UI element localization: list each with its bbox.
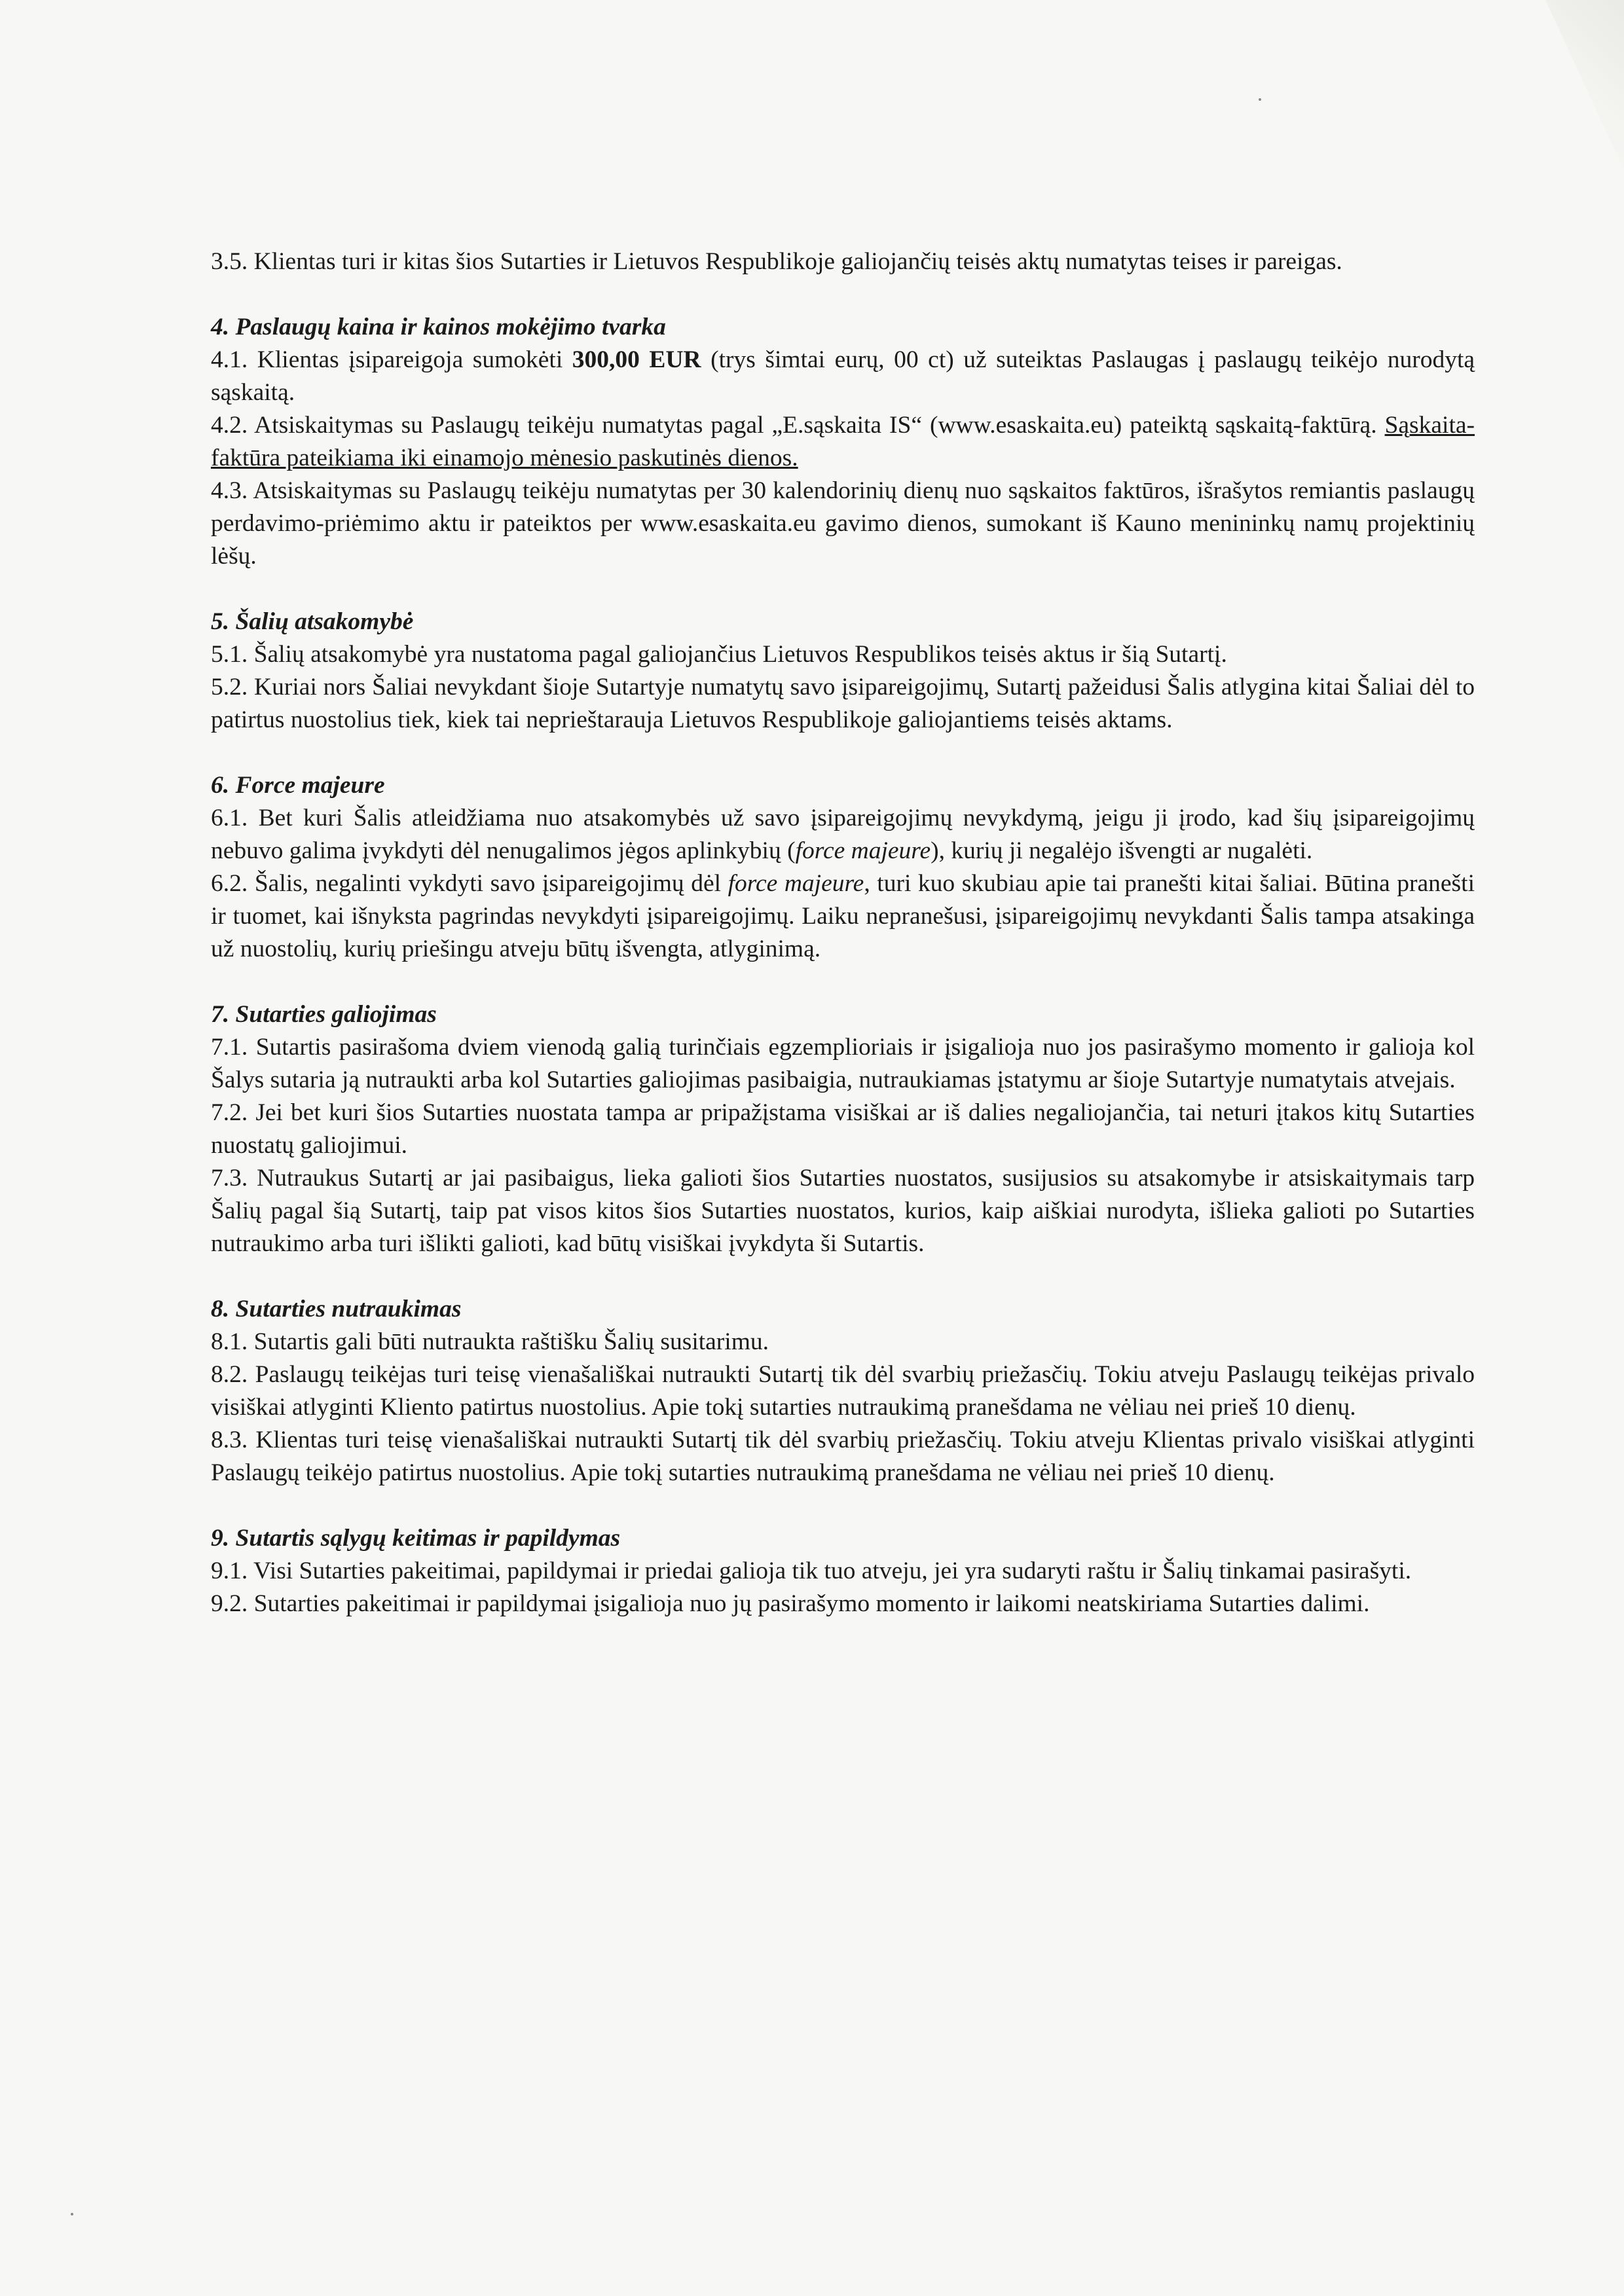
section-6-heading: 6. Force majeure [211, 772, 385, 799]
paragraph-7-1: 7.1. Sutartis pasirašoma dviem vienodą galią turinčiais egzemplioriais ir įsigalioja nuo jos pasirašymo momento ir galioja kol Šalys sutaria ją nutraukti arba kol Sutarties galiojimas pasibaigia, nutraukiamas įstatymu ar šioje Sutartyje numatytais atvejais. [211, 1034, 1475, 1093]
section-5-heading: 5. Šalių atsakomybė [211, 608, 414, 635]
invoice-deadline-note: Sąskaita-faktūra pateikiama iki einamojo mėnesio paskutinės dienos. [211, 412, 1475, 471]
page-corner-shadow [1493, 0, 1624, 170]
scan-speck [1259, 98, 1261, 101]
paragraph-7-2: 7.2. Jei bet kuri šios Sutarties nuostata tampa ar pripažįstama visiškai ar iš dalies negaliojančia, tai neturi įtakos kitų Sutarties nuostatų galiojimui. [211, 1099, 1475, 1159]
paragraph-4-2: 4.2. Atsiskaitymas su Paslaugų teikėju numatytas pagal „E.sąskaita IS“ (www.esaskaita.eu) pateiktą sąskaitą-faktūrą. Sąskaita-faktūra pateikiama iki einamojo mėnesio paskutinės dienos. [211, 412, 1475, 471]
paragraph-7-3: 7.3. Nutraukus Sutartį ar jai pasibaigus, lieka galioti šios Sutarties nuostatos, susijusios su atsakomybe ir atsiskaitymais tarp Šalių pagal šią Sutartį, taip pat visos kitos šios Sutarties nuostatos, kurios, kaip aiškiai nurodyta, išlieka galioti po Sutarties nutraukimo arba turi išlikti galioti, kad būtų visiškai įvykdyta ši Sutartis. [211, 1165, 1475, 1257]
paragraph-4-1: 4.1. Klientas įsipareigoja sumokėti 300,00 EUR (trys šimtai eurų, 00 ct) už suteiktas Paslaugas į paslaugų teikėjo nurodytą sąskaitą. [211, 346, 1475, 406]
section-7-heading: 7. Sutarties galiojimas [211, 1001, 437, 1028]
paragraph-3-5: 3.5. Klientas turi ir kitas šios Sutarties ir Lietuvos Respublikoje galiojančių teisės aktų numatytas teises ir pareigas. [211, 248, 1342, 275]
paragraph-8-1: 8.1. Sutartis gali būti nutraukta raštišku Šalių susitarimu. [211, 1328, 769, 1355]
price-amount: 300,00 EUR [572, 346, 701, 373]
section-8-heading: 8. Sutarties nutraukimas [211, 1296, 462, 1322]
paragraph-6-1: 6.1. Bet kuri Šalis atleidžiama nuo atsakomybės už savo įsipareigojimų nevykdymą, jeigu ji įrodo, kad šių įsipareigojimų nebuvo galima įvykdyti dėl nenugalimos jėgos aplinkybių (force majeure), kurių ji negalėjo išvengti ar nugalėti. [211, 805, 1475, 864]
paragraph-5-1: 5.1. Šalių atsakomybė yra nustatoma pagal galiojančius Lietuvos Respublikos teisės aktus ir šią Sutartį. [211, 641, 1227, 668]
paragraph-8-3: 8.3. Klientas turi teisę vienašališkai nutraukti Sutartį tik dėl svarbių priežasčių. Tokiu atveju Klientas privalo visiškai atlyginti Paslaugų teikėjo patirtus nuostolius. Apie tokį sutarties nutraukimą pranešdama ne vėliau nei prieš 10 dienų. [211, 1427, 1475, 1486]
section-9-heading: 9. Sutartis sąlygų keitimas ir papildymas [211, 1525, 621, 1552]
paragraph-8-2: 8.2. Paslaugų teikėjas turi teisę vienašališkai nutraukti Sutartį tik dėl svarbių priežasčių. Tokiu atveju Paslaugų teikėjas privalo visiškai atlyginti Kliento patirtus nuostolius. Apie tokį sutarties nutraukimą pranešdama ne vėliau nei prieš 10 dienų. [211, 1361, 1475, 1421]
section-4-heading: 4. Paslaugų kaina ir kainos mokėjimo tvarka [211, 314, 666, 340]
paragraph-9-1: 9.1. Visi Sutarties pakeitimai, papildymai ir priedai galioja tik tuo atveju, jei yra sudaryti raštu ir Šalių tinkamai pasirašyti. [211, 1558, 1412, 1584]
paragraph-4-3: 4.3. Atsiskaitymas su Paslaugų teikėju numatytas per 30 kalendorinių dienų nuo sąskaitos faktūros, išrašytos remiantis paslaugų perdavimo-priėmimo aktu ir pateiktos per www.esaskaita.eu gavimo dienos, sumokant iš Kauno menininkų namų projektinių lėšų. [211, 477, 1475, 570]
scan-speck [71, 2213, 73, 2215]
paragraph-6-2: 6.2. Šalis, negalinti vykdyti savo įsipareigojimų dėl force majeure, turi kuo skubiau apie tai pranešti kitai šaliai. Būtina pranešti ir tuomet, kai išnyksta pagrindas nevykdyti įsipareigojimų. Laiku nepranešusi, įsipareigojimų nevykdanti Šalis tampa atsakinga už nuostolių, kurių priešingu atveju būtų išvengta, atlyginimą. [211, 870, 1475, 962]
document-page [211, 246, 1475, 1620]
paragraph-9-2: 9.2. Sutarties pakeitimai ir papildymai įsigalioja nuo jų pasirašymo momento ir laikomi neatskiriama Sutarties dalimi. [211, 1590, 1370, 1617]
paragraph-5-2: 5.2. Kuriai nors Šaliai nevykdant šioje Sutartyje numatytų savo įsipareigojimų, Sutartį pažeidusi Šalis atlygina kitai Šaliai dėl to patirtus nuostolius tiek, kiek tai neprieštarauja Lietuvos Respublikoje galiojantiems teisės aktams. [211, 674, 1475, 733]
